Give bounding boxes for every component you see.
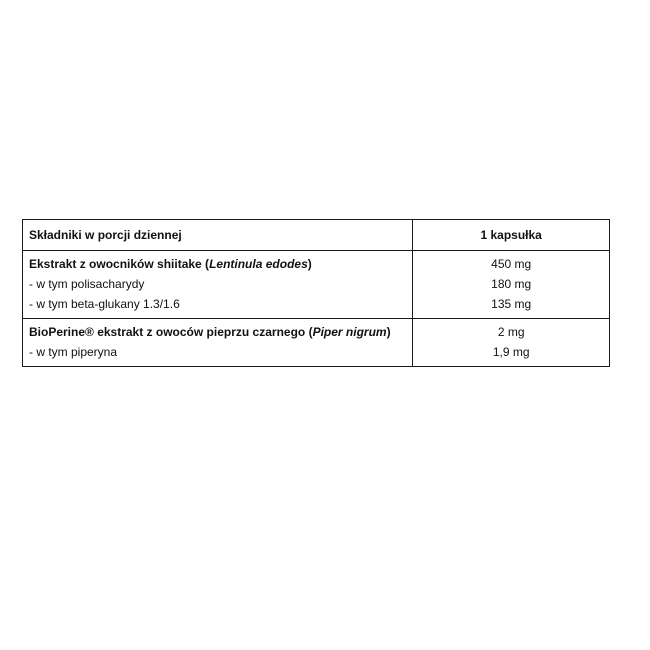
ingredient-latin-name: Piper nigrum xyxy=(312,325,387,339)
header-amount: 1 kapsułka xyxy=(413,220,610,251)
ingredient-cell-bioperine xyxy=(23,319,413,367)
supplement-facts-table xyxy=(22,219,610,367)
ingredient-name-shiitake xyxy=(29,254,406,274)
ingredient-name-suffix: ) xyxy=(386,325,391,339)
sub-ingredient-label: - w tym polisacharydy xyxy=(29,277,145,291)
ingredient-name-prefix: BioPerine® ekstrakt z owoców pieprzu czarnego ( xyxy=(29,325,313,339)
ingredient-cell-shiitake xyxy=(23,251,413,319)
table-header-row xyxy=(23,220,610,251)
amount-value: 450 mg xyxy=(491,257,532,271)
amount-value: 2 mg xyxy=(497,325,525,339)
table-row-bioperine xyxy=(23,319,610,367)
sub-ingredient-label: - w tym piperyna xyxy=(29,345,118,359)
sub-ingredient-label: - w tym beta-glukany 1.3/1.6 xyxy=(29,297,180,311)
amount-cell-shiitake xyxy=(413,251,610,319)
amount-cell-bioperine xyxy=(413,319,610,367)
amount-value: 180 mg xyxy=(491,277,532,291)
ingredient-name-prefix: Ekstrakt z owocników shiitake ( xyxy=(29,257,210,271)
ingredient-latin-name: Lentinula edodes xyxy=(209,257,308,271)
amount-value: 135 mg xyxy=(491,297,532,311)
ingredient-name-suffix: ) xyxy=(307,257,312,271)
ingredient-name-bioperine xyxy=(29,322,406,342)
table-row-shiitake xyxy=(23,251,610,319)
amount-value: 1,9 mg xyxy=(492,345,530,359)
header-ingredients: Składniki w porcji dziennej xyxy=(23,220,413,251)
